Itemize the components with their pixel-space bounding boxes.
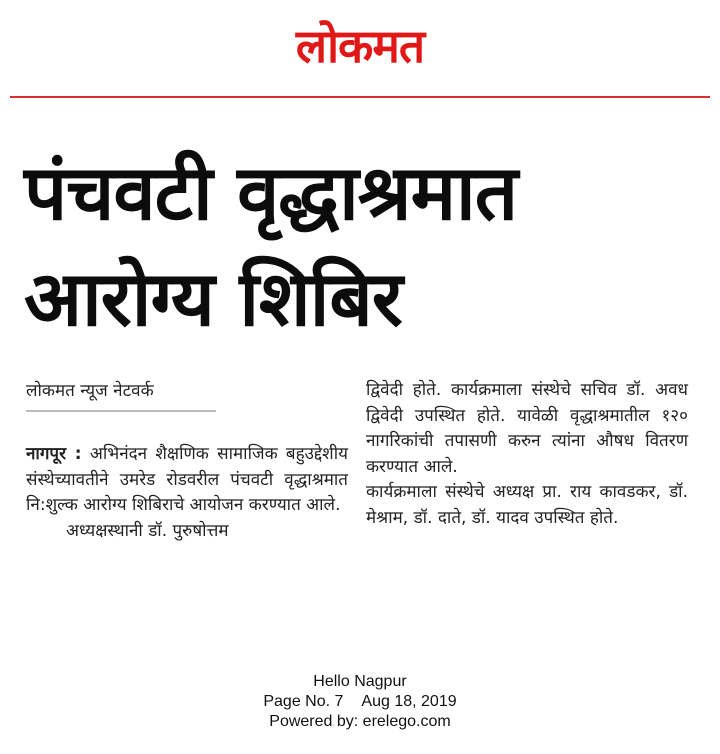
article-headline xyxy=(24,140,704,352)
headline-line-2: आरोग्य शिबिर xyxy=(24,254,402,343)
article-column-right xyxy=(366,378,688,532)
footer-page-info xyxy=(0,692,720,712)
byline: लोकमत न्यूज नेटवर्क xyxy=(26,381,154,401)
article-paragraph-2-continued: द्विवेदी होते. कार्यक्रमाला संस्थेचे सचिव डॉ. अवध द्विवेदी उपस्थित होते. यावेळी वृद्धाश्रमातील १२० नागरिकांची तपासणी करुन त्यांना औषध वितरण करण्यात आले. xyxy=(366,380,688,477)
byline-divider xyxy=(26,410,216,412)
footer-date: Aug 18, 2019 xyxy=(361,693,457,710)
masthead-logo: लोकमत xyxy=(295,19,425,73)
headline-line-1: पंचवटी वृद्धाश्रमात xyxy=(24,148,518,237)
dateline: नागपूर : xyxy=(26,444,82,464)
page-footer xyxy=(0,672,720,732)
footer-powered-by: Powered by: erelego.com xyxy=(269,713,451,730)
newspaper-masthead xyxy=(0,14,720,76)
article-paragraph-2: अध्यक्षस्थानी डॉ. पुरुषोत्तम xyxy=(66,520,229,541)
article-paragraph-3: कार्यक्रमाला संस्थेचे अध्यक्ष प्रा. राय कावडकर, डॉ. मेश्राम, डॉ. दाते, डॉ. यादव उपस्थित होते. xyxy=(366,482,688,528)
masthead-divider xyxy=(10,96,710,98)
paragraph-1-text: अभिनंदन शैक्षणिक सामाजिक बहुउद्देशीय संस्थेच्यावतीने उमरेड रोडवरील पंचवटी वृद्धाश्रमात नि:शुल्क आरोग्य शिबिराचे आयोजन करण्यात आले. xyxy=(26,444,348,516)
article-column-left xyxy=(26,442,348,544)
footer-page-number: Page No. 7 xyxy=(263,693,344,710)
article-paragraph-1 xyxy=(26,442,348,519)
footer-edition: Hello Nagpur xyxy=(313,673,407,690)
